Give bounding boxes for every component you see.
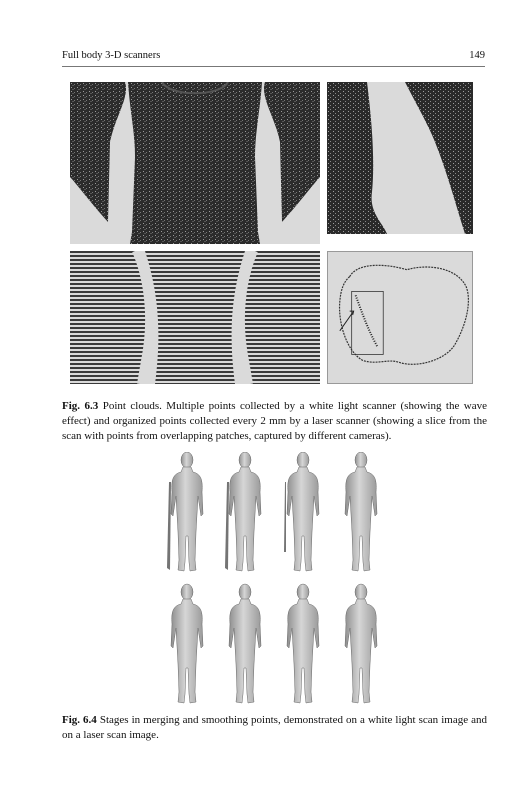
scan-figure-3 [287, 452, 319, 571]
scan-figure-7 [287, 584, 319, 703]
scan-figure-4 [345, 452, 377, 571]
figure-6-3-panel-slice-outline [327, 251, 473, 384]
figure-6-4-caption [62, 713, 487, 743]
scan-figure-8 [345, 584, 377, 703]
figure-6-4-label: Fig. 6.4 [62, 714, 97, 726]
page-number: 149 [469, 50, 485, 61]
scan-figure-5 [171, 584, 203, 703]
running-title: Full body 3-D scanners [62, 50, 161, 61]
figure-6-3-label: Fig. 6.3 [62, 400, 99, 412]
scan-figure-1 [171, 452, 203, 571]
scan-figure-2 [229, 452, 261, 571]
figure-6-3-caption-text: Point clouds. Multiple points collected by a white light scanner (showing the wave effect) and organized points collected every 2 mm by a laser scanner (showing a slice from the scan with points from overlapping patches, captured by different cameras). [62, 400, 488, 442]
header-rule [62, 66, 485, 67]
figure-6-3-caption [62, 399, 487, 444]
figure-6-3-panel-torso [70, 82, 320, 244]
figure-6-4-body-scans [155, 452, 395, 706]
scan-figure-6 [229, 584, 261, 703]
figure-6-3-panel-laser-slices [70, 251, 320, 384]
figure-6-4-caption-text: Stages in merging and smoothing points, demonstrated on a white light scan image and on a laser scan image. [62, 714, 487, 741]
figure-6-3-panel-closeup [327, 82, 473, 234]
